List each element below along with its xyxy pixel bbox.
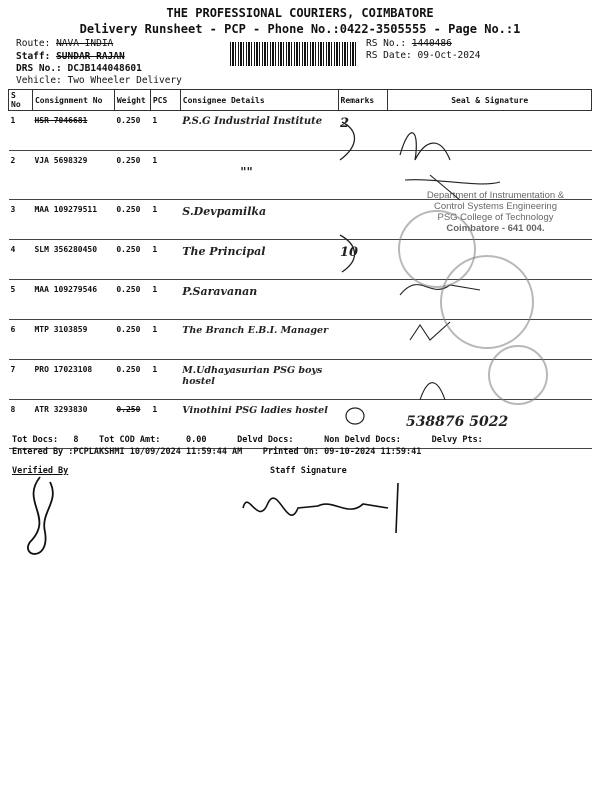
- rs-no-value: 1440486: [411, 38, 452, 49]
- cell-pcs: 1: [150, 240, 180, 280]
- header-weight: Weight: [114, 90, 150, 111]
- cell-pcs: 1: [150, 400, 180, 449]
- cell-consignee: "": [180, 151, 338, 200]
- round-seal: [440, 255, 534, 349]
- drs-label: DRS No.:: [16, 63, 62, 74]
- entered-line: Entered By :PCPLAKSHMI 10/09/2024 11:59:44 AM Printed On: 09-10-2024 11:59:41: [12, 447, 422, 457]
- cell-sno: 5: [9, 280, 33, 320]
- cell-consignee: P.S.G Industrial Institute: [180, 111, 338, 151]
- cell-pcs: 1: [150, 200, 180, 240]
- stamp-line-3: PSG College of Technology: [437, 212, 554, 223]
- verified-by-label: Verified By: [12, 466, 69, 476]
- cell-sno: 1: [9, 111, 33, 151]
- cell-pcs: 1: [150, 151, 180, 200]
- verifier-signature: [10, 472, 70, 567]
- signature-scribble: [420, 383, 445, 400]
- brace-mark: [340, 122, 355, 160]
- header-seal: Seal & Signature: [388, 90, 592, 111]
- staff-signature: [238, 478, 428, 538]
- cell-weight: 0.250: [114, 360, 150, 400]
- cell-pcs: 1: [150, 360, 180, 400]
- round-seal: [488, 345, 548, 405]
- header-pcs: PCS: [150, 90, 180, 111]
- route-value: NAVA INDIA: [56, 38, 114, 49]
- cell-consignment: MTP 3103859: [32, 320, 114, 360]
- cell-sno: 3: [9, 200, 33, 240]
- cell-consignment: SLM 356280450: [32, 240, 114, 280]
- stamp-line-1: Department of Instrumentation &: [426, 190, 565, 201]
- barcode: [230, 42, 358, 66]
- cell-weight: 0.250: [114, 280, 150, 320]
- staff-label: Staff:: [16, 51, 51, 62]
- cell-consignment: HSR 7046681: [32, 111, 114, 151]
- staff-line: [16, 51, 125, 62]
- rs-date-line: [366, 50, 480, 61]
- cell-consignment: VJA 5698329: [32, 151, 114, 200]
- runsheet-title: Delivery Runsheet - PCP - Phone No.:0422-3505555 - Page No.:1: [79, 22, 521, 36]
- vehicle-line: Vehicle: Two Wheeler Delivery: [16, 75, 182, 86]
- stamp-line-2: Control Systems Engineering: [433, 201, 558, 212]
- cell-weight: 0.250: [114, 240, 150, 280]
- rs-date-value: 09-Oct-2024: [417, 50, 481, 61]
- cell-weight: 0.250: [114, 400, 150, 449]
- cell-consignment: MAA 109279546: [32, 280, 114, 320]
- signature-scribble: [400, 133, 450, 160]
- company-title: THE PROFESSIONAL COURIERS, COIMBATORE: [166, 6, 434, 20]
- signature-scribble: [410, 322, 450, 340]
- cell-weight: 0.250: [114, 200, 150, 240]
- totals-line: Tot Docs: 8 Tot COD Amt: 0.00 Delvd Docs: Non Delvd Docs: Delvy Pts:: [12, 435, 483, 445]
- cell-sno: 8: [9, 400, 33, 449]
- cell-pcs: 1: [150, 280, 180, 320]
- cell-sno: 6: [9, 320, 33, 360]
- drs-value: DCJB144048601: [67, 63, 142, 74]
- cell-consignment: MAA 109279511: [32, 200, 114, 240]
- cell-consignment: PRO 17023108: [32, 360, 114, 400]
- cell-consignee: The Branch E.B.I. Manager: [180, 320, 338, 360]
- cell-sno: 2: [9, 151, 33, 200]
- header-consignee: Consignee Details: [180, 90, 338, 111]
- cell-sno: 4: [9, 240, 33, 280]
- rs-date-label: RS Date:: [366, 50, 412, 61]
- cell-weight: 0.250: [114, 320, 150, 360]
- cell-remarks: 2: [338, 111, 388, 151]
- cell-remarks: 10: [338, 240, 388, 280]
- staff-value: SUNDAR RAJAN: [56, 51, 125, 62]
- rs-no-line: [366, 38, 452, 49]
- cell-weight: 0.250: [114, 111, 150, 151]
- brace-mark: [340, 235, 355, 272]
- stamp-line-4: Coimbatore - 641 004.: [446, 223, 545, 234]
- cell-consignee: Vinothini PSG ladies hostel: [180, 400, 338, 449]
- cell-seal: 538876 5022: [388, 400, 592, 449]
- cell-consignment: ATR 3293830: [32, 400, 114, 449]
- header-remarks: Remarks: [338, 90, 388, 111]
- cell-consignee: M.Udhayasurian PSG boys hostel: [180, 360, 338, 400]
- staff-signature-label: Staff Signature: [270, 466, 347, 476]
- cell-consignee: The Principal: [180, 240, 338, 280]
- header-consignment: Consignment No: [32, 90, 114, 111]
- cell-pcs: 1: [150, 111, 180, 151]
- cell-sno: 7: [9, 360, 33, 400]
- cell-weight: 0.250: [114, 151, 150, 200]
- rs-no-label: RS No.:: [366, 38, 407, 49]
- route-line: [16, 38, 113, 49]
- route-label: Route:: [16, 38, 51, 49]
- cell-pcs: 1: [150, 320, 180, 360]
- cell-consignee: P.Saravanan: [180, 280, 338, 320]
- drs-line: [16, 63, 142, 74]
- cell-consignee: S.Devpamilka: [180, 200, 338, 240]
- header-sno: S No: [9, 90, 33, 111]
